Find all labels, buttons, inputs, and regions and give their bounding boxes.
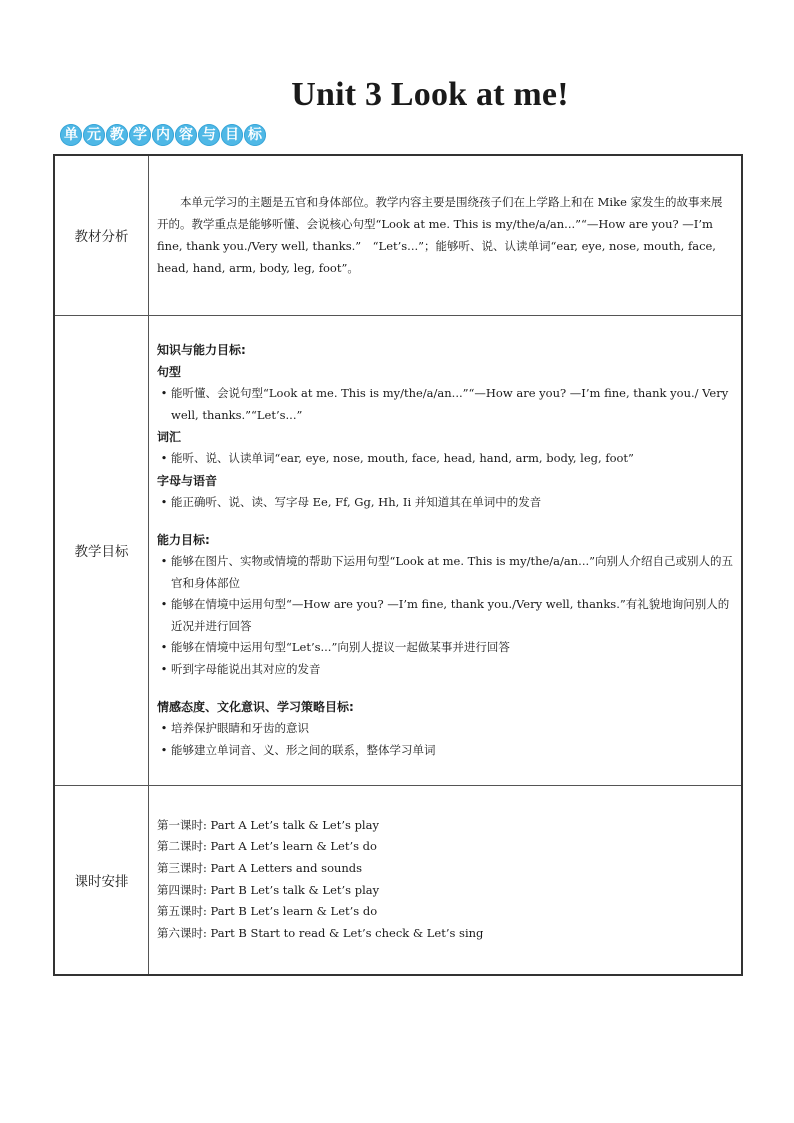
page-title: Unit 3 Look at me!: [291, 76, 569, 113]
letters-heading: 字母与语音: [157, 473, 218, 488]
section-badge-char: 单: [60, 124, 82, 146]
section-badge-char: 教: [106, 124, 128, 146]
vocab-item: • 能听、说、认读单词“ear, eye, nose, mouth, face, head, hand, arm, body, leg, foot”: [157, 448, 733, 470]
section-badge-char: 与: [198, 124, 220, 146]
goals-label: 教学目标: [54, 315, 149, 785]
table-row-schedule: [54, 785, 742, 975]
affect-item: • 能够建立单词音、义、形之间的联系，整体学习单词: [157, 740, 733, 762]
analysis-text: 本单元学习的主题是五官和身体部位。教学内容主要是围绕孩子们在上学路上和在 Mike 家发生的故事来展开的。教学重点是能够听懂、会说核心句型“Look at me. This is my/the/a/an...”“—How are you? —I’m fine, thank you./Very well, thanks.” “Let’s...”；能够听、说、认读单词“ear, eye, nose, mouth, face, head, hand, arm, body, leg, foot”。: [157, 195, 723, 276]
analysis-label: 教材分析: [54, 155, 149, 315]
ability-heading: 能力目标:: [157, 533, 210, 547]
section-badge-char: 内: [152, 124, 174, 146]
ability-item: • 能够在情境中运用句型“Let’s...”向别人提议一起做某事并进行回答: [157, 637, 733, 659]
lesson-plan-table: [53, 154, 743, 976]
ability-item: • 能够在图片、实物或情境的帮助下运用句型“Look at me. This is my/the/a/an...”向别人介绍自己或别人的五官和身体部位: [157, 551, 733, 594]
sentence-item: • 能听懂、会说句型“Look at me. This is my/the/a/an...”“—How are you? —I’m fine, thank you./ Very well, thanks.”“Let’s...”: [157, 383, 733, 426]
affect-heading: 情感态度、文化意识、学习策略目标:: [157, 700, 354, 714]
section-badge-char: 标: [244, 124, 266, 146]
section-badge-char: 元: [83, 124, 105, 146]
section-badge-char: 学: [129, 124, 151, 146]
schedule-item: 第六课时: Part B Start to read & Let’s check & Let’s sing: [157, 926, 484, 941]
section-badge: [60, 124, 266, 146]
analysis-cell: [149, 155, 743, 315]
section-badge-char: 容: [175, 124, 197, 146]
knowledge-heading: 知识与能力目标:: [157, 343, 246, 357]
section-badge-char: 目: [221, 124, 243, 146]
schedule-cell: [149, 785, 743, 975]
schedule-item: 第一课时: Part A Let’s talk & Let’s play: [157, 817, 379, 832]
schedule-item: 第四课时: Part B Let’s talk & Let’s play: [157, 882, 380, 897]
letters-item: • 能正确听、说、读、写字母 Ee, Ff, Gg, Hh, Ii 并知道其在单词中的发音: [157, 492, 733, 514]
table-row-goals: [54, 315, 742, 785]
sentence-heading: 句型: [157, 365, 182, 379]
schedule-item: 第三课时: Part A Letters and sounds: [157, 861, 363, 876]
schedule-item: 第五课时: Part B Let’s learn & Let’s do: [157, 904, 378, 919]
schedule-item: 第二课时: Part A Let’s learn & Let’s do: [157, 839, 377, 854]
table-row-analysis: [54, 155, 742, 315]
schedule-label: 课时安排: [54, 785, 149, 975]
ability-item: • 能够在情境中运用句型“—How are you? —I’m fine, thank you./Very well, thanks.”有礼貌地询问别人的近况并进行回答: [157, 594, 733, 637]
ability-item: • 听到字母能说出其对应的发音: [157, 659, 733, 681]
affect-item: • 培养保护眼睛和牙齿的意识: [157, 718, 733, 740]
vocab-heading: 词汇: [157, 430, 182, 444]
goals-cell: [149, 315, 743, 785]
